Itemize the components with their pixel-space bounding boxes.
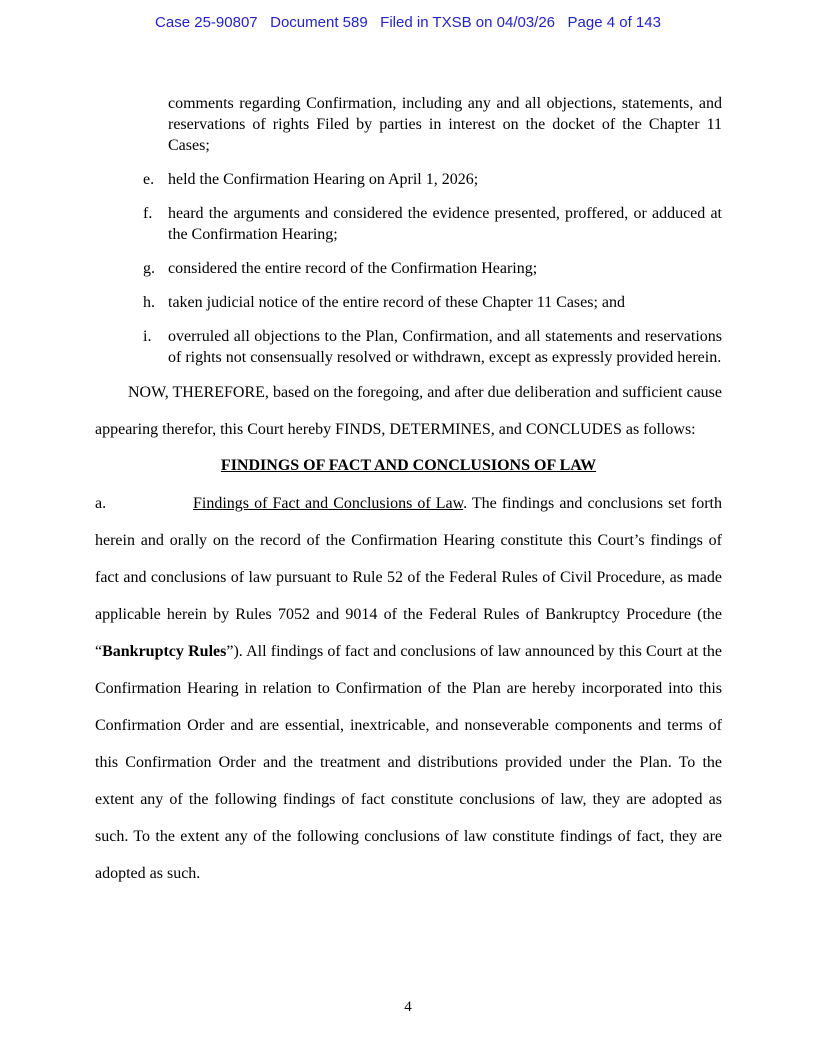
case-stamp-header: Case 25-90807 Document 589 Filed in TXSB on 04/03/26 Page 4 of 143 [155,14,661,31]
list-item-letter: h. [143,294,155,311]
section-heading: FINDINGS OF FACT AND CONCLUSIONS OF LAW [220,457,597,474]
list-item-text: overruled all objections to the Plan, Confirmation, and all statements and reservations of rights not consensually resolved or withdrawn, except as expressly provided herein. [168,328,722,366]
paragraph-a [95,485,722,892]
list-item-letter: g. [143,260,155,277]
list-item-letter: f. [143,205,153,222]
list-item [95,326,722,368]
list-item-text: held the Confirmation Hearing on April 1, 2026; [168,171,479,188]
now-therefore-paragraph: NOW, THEREFORE, based on the foregoing, and after due deliberation and sufficient cause appearing therefor, this Court hereby FINDS, DETERMINES, and CONCLUDES as follows: [95,384,722,438]
recitals-list [95,169,722,368]
list-item-letter: i. [143,328,152,345]
list-item-text: heard the arguments and considered the evidence presented, proffered, or adduced at the Confirmation Hearing; [168,205,722,243]
list-item-text: taken judicial notice of the entire record of these Chapter 11 Cases; and [168,294,626,311]
list-item [95,203,722,245]
page-number: 4 [404,999,412,1015]
paragraph-a-letter: a. [95,495,107,512]
list-item [95,258,722,279]
document-body [95,93,722,892]
list-item [95,169,722,190]
list-item [95,292,722,313]
recital-continuation-paragraph: comments regarding Confirmation, including any and all objections, statements, and reservations of rights Filed by parties in interest on the docket of the Chapter 11 Cases; [168,95,722,154]
list-item-letter: e. [143,171,155,188]
paragraph-a-text: Findings of Fact and Conclusions of Law. The findings and conclusions set forth herein and orally on the record of the Confirmation Hearing constitute this Court’s findings of fact and conclusions of law pursuant to Rule 52 of the Federal Rules of Civil Procedure, as made applicable herein by Rules 7052 and 9014 of the Federal Rules of Bankruptcy Procedure (the “Bankruptcy Rules”). All findings of fact and conclusions of law announced by this Court at the Confirmation Hearing in relation to Confirmation of the Plan are hereby incorporated into this Confirmation Order and are essential, inextricable, and nonseverable components and terms of this Confirmation Order and the treatment and distributions provided under the Plan. To the extent any of the following findings of fact constitute conclusions of law, they are adopted as such. To the extent any of the following conclusions of law constitute findings of fact, they are adopted as such. [95,495,722,882]
list-item-text: considered the entire record of the Confirmation Hearing; [168,260,538,277]
